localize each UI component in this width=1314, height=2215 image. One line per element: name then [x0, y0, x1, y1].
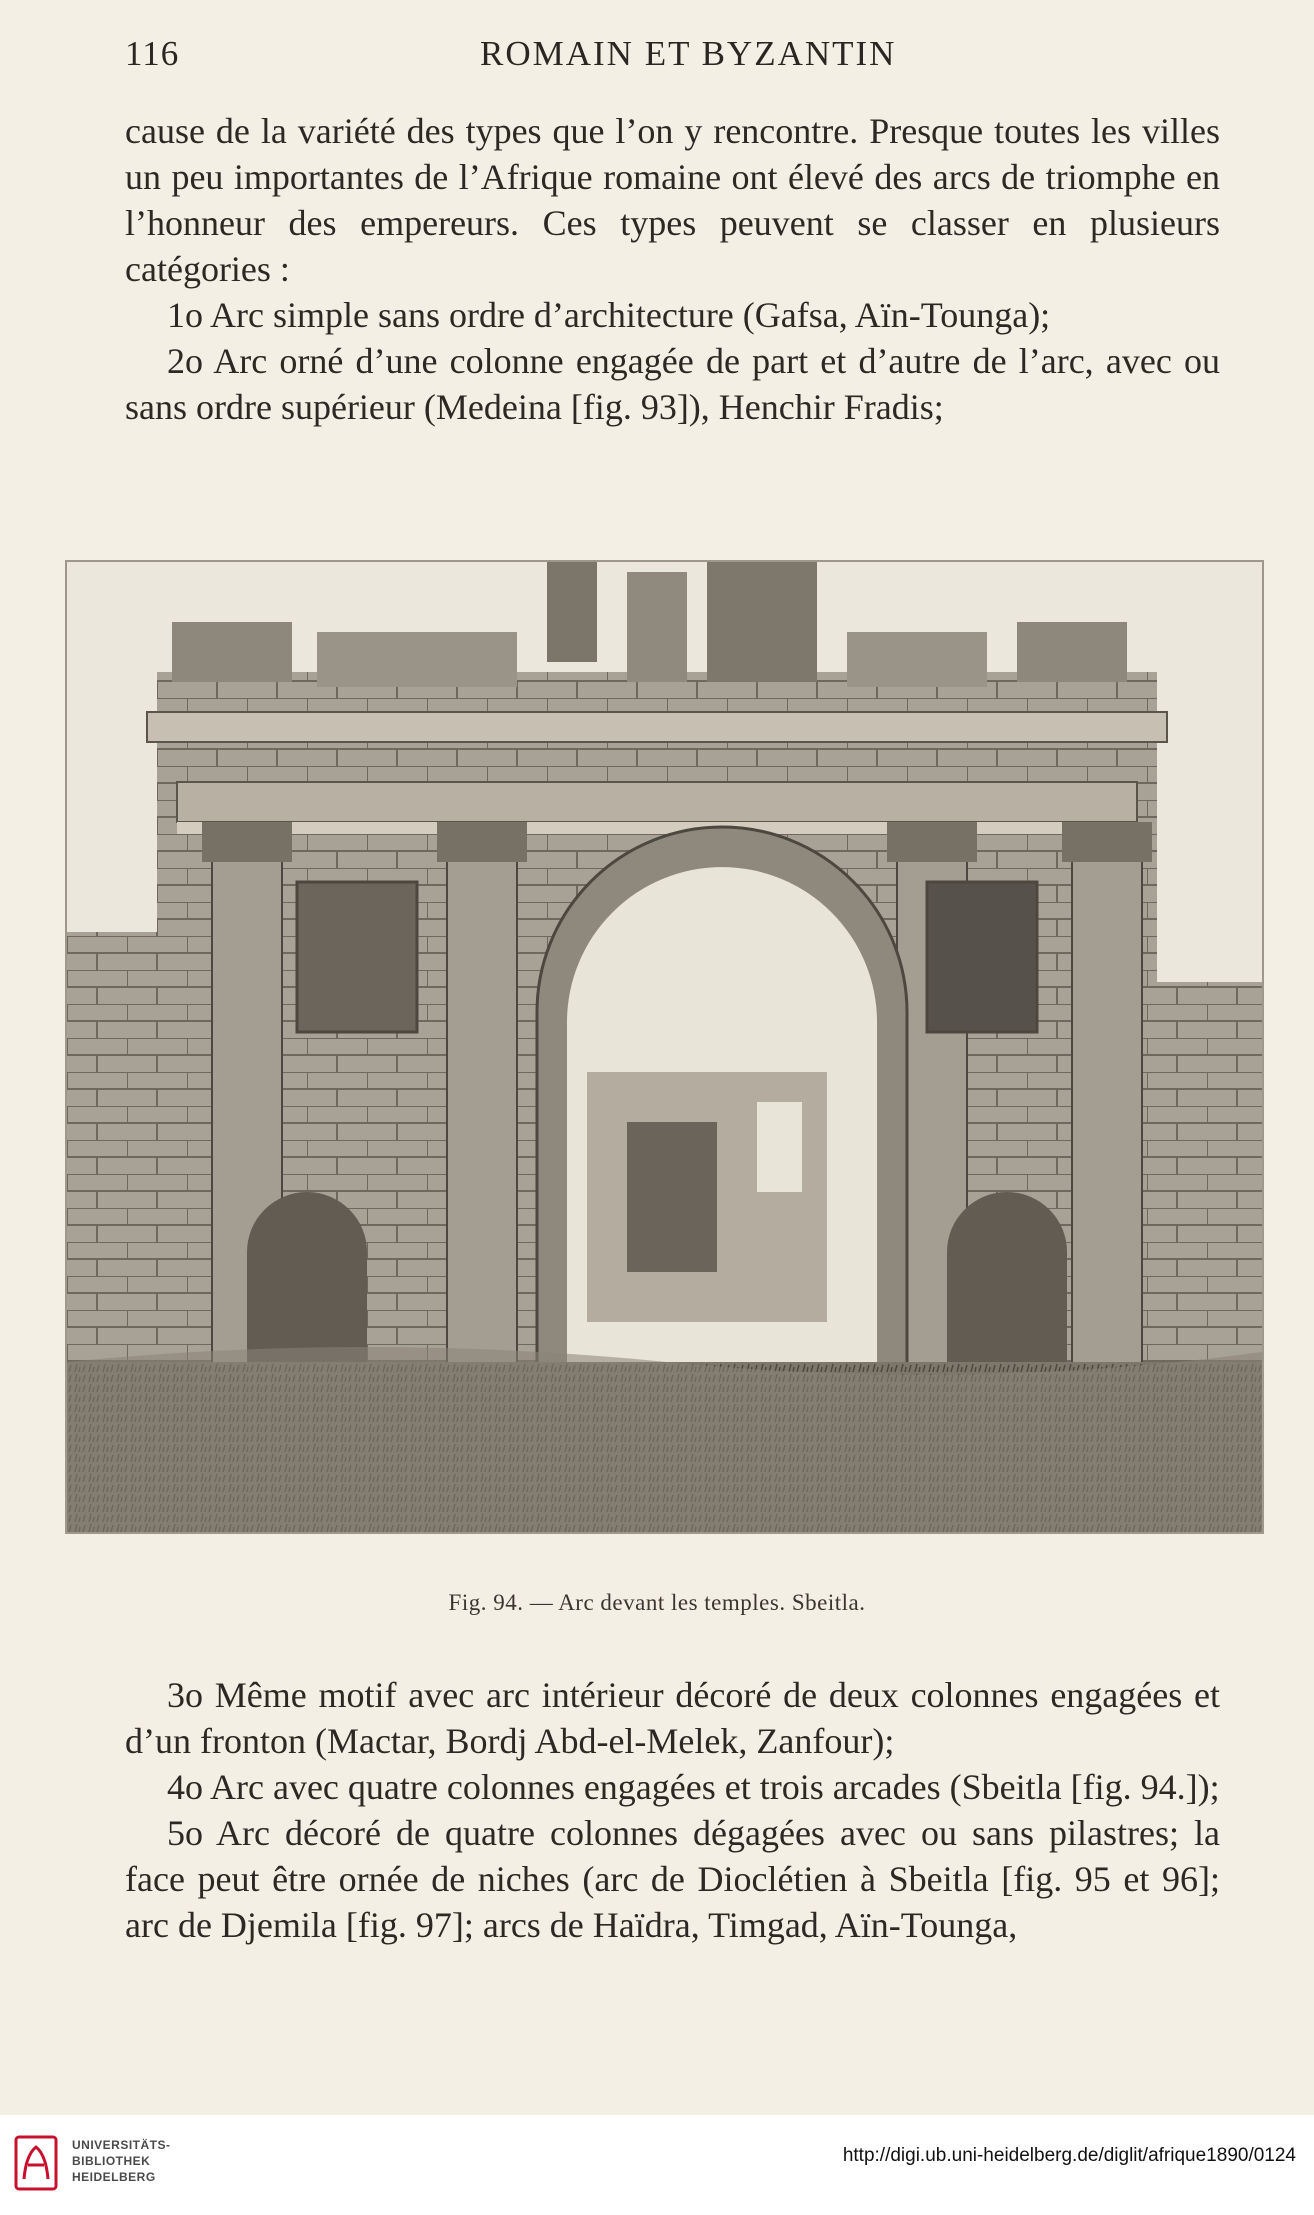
running-title: ROMAIN ET BYZANTIN	[480, 34, 897, 73]
list-item: 3o Même motif avec arc intérieur décoré de deux colonnes engagées et d’un fronton (Mactar, Bordj Abd-el-Melek, Zanfour);	[125, 1675, 1220, 1761]
library-footer	[0, 2115, 1314, 2215]
paragraph: cause de la variété des types que l’on y rencontre. Presque toutes les villes un peu importantes de l’Afrique romaine ont élevé des arcs de triomphe en l’honneur des empereurs. Ces types peuvent se classer en plusieurs catégories :	[125, 111, 1220, 289]
text-block-top	[125, 108, 1220, 430]
arch-photo-illustration	[67, 562, 1262, 1532]
figure-caption: Fig. 94. — Arc devant les temples. Sbeitla.	[448, 1590, 866, 1615]
library-name-line: BIBLIOTHEK	[72, 2154, 151, 2168]
source-url-link[interactable]: http://digi.ub.uni-heidelberg.de/diglit/afrique1890/0124	[842, 2145, 1296, 2166]
list-item: 4o Arc avec quatre colonnes engagées et trois arcades (Sbeitla [fig. 94.]);	[167, 1767, 1220, 1807]
library-name	[72, 2137, 171, 2185]
library-name-line: HEIDELBERG	[72, 2170, 156, 2184]
page-header	[125, 30, 1225, 80]
list-item: 2o Arc orné d’une colonne engagée de part et d’autre de l’arc, avec ou sans ordre supérieur (Medeina [fig. 93]), Henchir Fradis;	[125, 341, 1220, 427]
text-block-bottom	[125, 1672, 1220, 1948]
page-number: 116	[125, 34, 180, 73]
figure-photograph-arch	[65, 560, 1264, 1534]
library-name-line: UNIVERSITÄTS-	[72, 2138, 171, 2152]
university-library-logo-icon	[14, 2135, 58, 2191]
list-item: 1o Arc simple sans ordre d’architecture (Gafsa, Aïn-Tounga);	[167, 295, 1051, 335]
list-item: 5o Arc décoré de quatre colonnes dégagées avec ou sans pilastres; la face peut être ornée de niches (arc de Dioclétien à Sbeitla [fig. 95 et 96]; arc de Djemila [fig. 97]; arcs de Haïdra, Timgad, Aïn-Tounga,	[125, 1813, 1220, 1945]
